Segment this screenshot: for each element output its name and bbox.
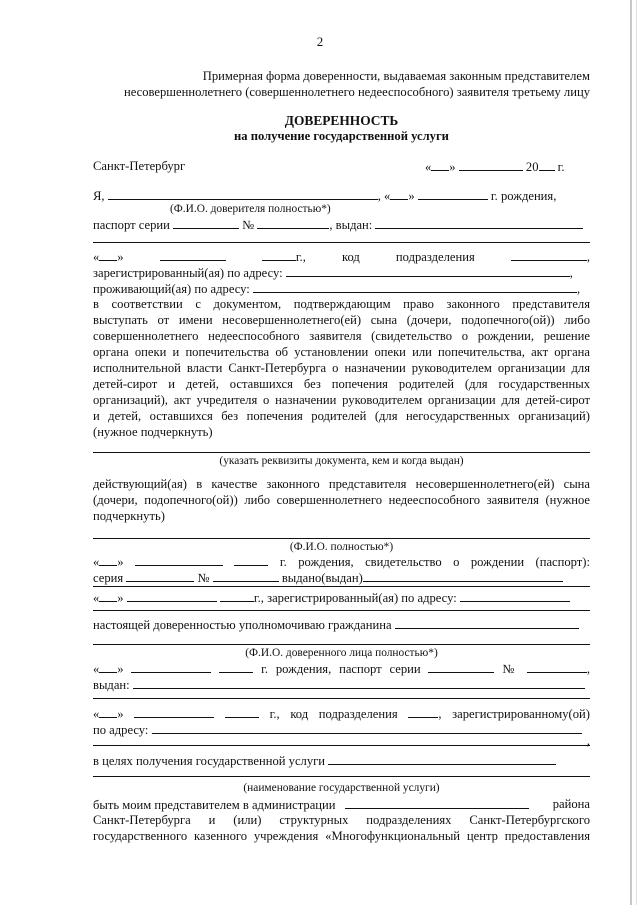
comma: , xyxy=(569,266,573,280)
number-label: № xyxy=(197,571,210,585)
para1-line-1: в соответствии с документом, подтверждающим право законного представителя xyxy=(93,297,590,311)
para1-line-5: исполнительной власти Санкт-Петербурга о назначении руководителем организации для xyxy=(93,361,590,375)
principal-day-field[interactable] xyxy=(390,187,408,200)
trustee-name-field[interactable] xyxy=(395,616,579,629)
podr-label: подразделения xyxy=(395,250,475,264)
trustee-number-field[interactable] xyxy=(527,660,587,673)
year-prefix: 20 xyxy=(525,160,539,174)
child-series-field[interactable] xyxy=(126,569,194,582)
service-name-field[interactable] xyxy=(328,752,556,765)
header-line-1: Примерная форма доверенности, выдаваемая законным представителем xyxy=(202,69,590,83)
code-month-field[interactable] xyxy=(160,248,226,261)
trustee-birth-label: г. рождения, паспорт серии xyxy=(261,662,421,676)
code-year-field[interactable] xyxy=(262,248,296,261)
last-line: государственного казенного учреждения «Многофункциональный центр предоставления xyxy=(93,829,590,843)
scan-edge-inner xyxy=(636,0,637,905)
comma: , xyxy=(586,662,591,676)
city: Санкт-Петербург xyxy=(93,159,186,173)
ya-label: Я, xyxy=(93,189,105,203)
principal-month-year-field[interactable] xyxy=(418,187,488,200)
month-field[interactable] xyxy=(459,158,523,171)
address-label: по адресу: xyxy=(93,723,149,737)
date-open-quote: « xyxy=(425,160,432,174)
birth-label: г. рождения, xyxy=(490,189,557,203)
child-day-field[interactable] xyxy=(99,553,117,566)
para2-line-1: действующий(ая) в качестве законного представителя несовершеннолетнего(ей) сына xyxy=(93,477,590,491)
child-series-row xyxy=(93,569,590,586)
purpose-row xyxy=(93,752,590,769)
representative-label: быть моим представителем в администрации xyxy=(93,798,336,812)
q-open: « xyxy=(93,250,100,264)
passport-row xyxy=(93,216,590,233)
year-suffix: г. xyxy=(557,160,565,174)
header-line-2: несовершеннолетнего (совершеннолетнего недееспособного) заявителя третьему лицу xyxy=(124,85,590,99)
para1-line-9: (нужное подчеркнуть) xyxy=(93,425,213,439)
child-issued-field[interactable] xyxy=(363,569,563,582)
q-close: » xyxy=(117,707,124,721)
representative-row xyxy=(93,796,590,813)
q-open: « xyxy=(384,189,391,203)
trustee-day-field[interactable] xyxy=(99,660,117,673)
child-reg-label: г., зарегистрированный(ая) по адресу: xyxy=(253,591,457,605)
registered-address-field[interactable] xyxy=(286,264,570,277)
para1-line-2: выступать от имени несовершеннолетнего(ей) сына (дочери, подопечного(ой)) либо xyxy=(93,313,590,327)
number-label: № xyxy=(502,662,520,676)
residing-label: проживающий(ая) по адресу: xyxy=(93,282,250,296)
q-close: » xyxy=(117,250,124,264)
authorize-row xyxy=(93,616,590,633)
child-birth-row xyxy=(93,553,590,570)
child-reg-address-field[interactable] xyxy=(460,589,570,602)
reg-year-field[interactable] xyxy=(220,589,254,602)
para1-line-7: организаций), акт учредителя о назначении руководителем организации для детей-сирот xyxy=(93,393,590,407)
blank-line[interactable] xyxy=(93,610,590,611)
blank-line[interactable] xyxy=(93,698,590,699)
purpose-label: в целях получения государственной услуги xyxy=(93,754,326,768)
trustee-issued-field[interactable] xyxy=(133,676,585,689)
kod-label: код xyxy=(341,250,360,264)
scan-edge xyxy=(630,0,632,905)
document-subtitle: на получение государственной услуги xyxy=(234,129,449,143)
trustee-caption: (Ф.И.О. доверенного лица полностью*) xyxy=(245,647,438,659)
passport-number-label: № xyxy=(242,218,255,232)
comma: , xyxy=(576,282,581,296)
registered-label: зарегистрированный(ая) по адресу: xyxy=(93,266,283,280)
principal-row: Я, , « » г. рождения, xyxy=(93,189,557,203)
q-open: « xyxy=(93,591,100,605)
residing-row xyxy=(93,280,590,297)
trustee-dept-code-field[interactable] xyxy=(408,705,438,718)
q-close: » xyxy=(117,591,124,605)
q-open: « xyxy=(93,662,100,676)
service-caption: (наименование государственной услуги) xyxy=(243,782,440,794)
passport-series-field[interactable] xyxy=(173,216,239,229)
para1-line-4: органа опеки и попечительства об установлении опеки или попечительства, акт органа xyxy=(93,345,590,359)
service-name-line[interactable] xyxy=(93,776,590,777)
doc-details-caption: (указать реквизиты документа, кем и когда выдан) xyxy=(219,455,464,467)
dept-code-field[interactable] xyxy=(511,248,587,261)
registered-row xyxy=(93,264,590,281)
addr-end-comma: , xyxy=(586,734,590,748)
passport-issued-field[interactable] xyxy=(375,216,583,229)
q-close: » xyxy=(117,662,124,676)
child-birth-label: г. рождения, свидетельство о рождении (паспорт): xyxy=(279,555,590,569)
child-year-field[interactable] xyxy=(234,553,268,566)
issued-label: , выдан: xyxy=(329,218,373,232)
dept-code-label: г., код подразделения xyxy=(269,707,398,721)
q-open: « xyxy=(93,707,100,721)
page-number: 2 xyxy=(316,34,324,49)
q-close: » xyxy=(408,189,415,203)
tc-day-field[interactable] xyxy=(99,705,117,718)
authorize-label: настоящей доверенностью уполномочиваю гражданина xyxy=(93,618,392,632)
passport-number-field[interactable] xyxy=(257,216,329,229)
code-day-field[interactable] xyxy=(99,248,117,261)
trustee-code-row xyxy=(93,705,590,722)
day-field[interactable] xyxy=(431,158,449,171)
child-reg-row xyxy=(93,589,590,606)
principal-caption: (Ф.И.О. доверителя полностью*) xyxy=(170,203,331,215)
tc-year-field[interactable] xyxy=(225,705,259,718)
blank-line[interactable] xyxy=(93,586,590,587)
child-month-field[interactable] xyxy=(135,553,223,566)
principal-name-field[interactable] xyxy=(108,187,378,200)
document-title: ДОВЕРЕННОСТЬ xyxy=(284,113,399,128)
trustee-birth-row xyxy=(93,660,590,677)
para1-line-6: детей-сирот и детей, оставшихся без попечения родителей (для государственных xyxy=(93,377,590,391)
district-field[interactable] xyxy=(345,796,529,809)
g-label: г., xyxy=(295,250,306,264)
issued-label: выдан: xyxy=(93,678,130,692)
comma: , xyxy=(586,250,591,264)
series-label: серия xyxy=(93,571,124,585)
tc-month-field[interactable] xyxy=(134,705,214,718)
child-number-field[interactable] xyxy=(213,569,279,582)
code-row xyxy=(93,248,590,265)
date-row xyxy=(93,158,590,174)
trustee-series-field[interactable] xyxy=(428,660,494,673)
para2-line-3: подчеркнуть) xyxy=(93,509,165,523)
q-open: « xyxy=(93,555,100,569)
reg-month-field[interactable] xyxy=(127,589,217,602)
registered-label: , зарегистрированному(ой) xyxy=(438,707,590,721)
para1-line-8: и детей, оставшихся без попечения родителей (для негосударственных организаций) xyxy=(93,409,590,423)
para2-line-2: (дочери, подопечного(ой)) либо совершеннолетнего недееспособного заявителя (нужное xyxy=(93,493,590,507)
reg-day-field[interactable] xyxy=(99,589,117,602)
child-name-caption: (Ф.И.О. полностью*) xyxy=(289,541,394,553)
trustee-year-field[interactable] xyxy=(219,660,253,673)
year-field[interactable] xyxy=(539,158,555,171)
trustee-month-field[interactable] xyxy=(131,660,211,673)
para1-line-3: совершеннолетнего недееспособного заявителя (свидетельство о рождении, решение xyxy=(93,329,590,343)
district-label: района xyxy=(552,797,590,811)
passport-series-label: паспорт серии xyxy=(93,218,170,232)
issued-label: выдано(выдан) xyxy=(281,571,363,585)
blank-line[interactable] xyxy=(93,242,590,243)
date-close-quote: » xyxy=(449,160,456,174)
trustee-issued-row xyxy=(93,676,590,693)
q-close: » xyxy=(117,555,124,569)
structure-line: Санкт-Петербурга и (или) структурных подразделениях Санкт-Петербургского xyxy=(93,813,590,827)
residing-address-field[interactable] xyxy=(253,280,577,293)
